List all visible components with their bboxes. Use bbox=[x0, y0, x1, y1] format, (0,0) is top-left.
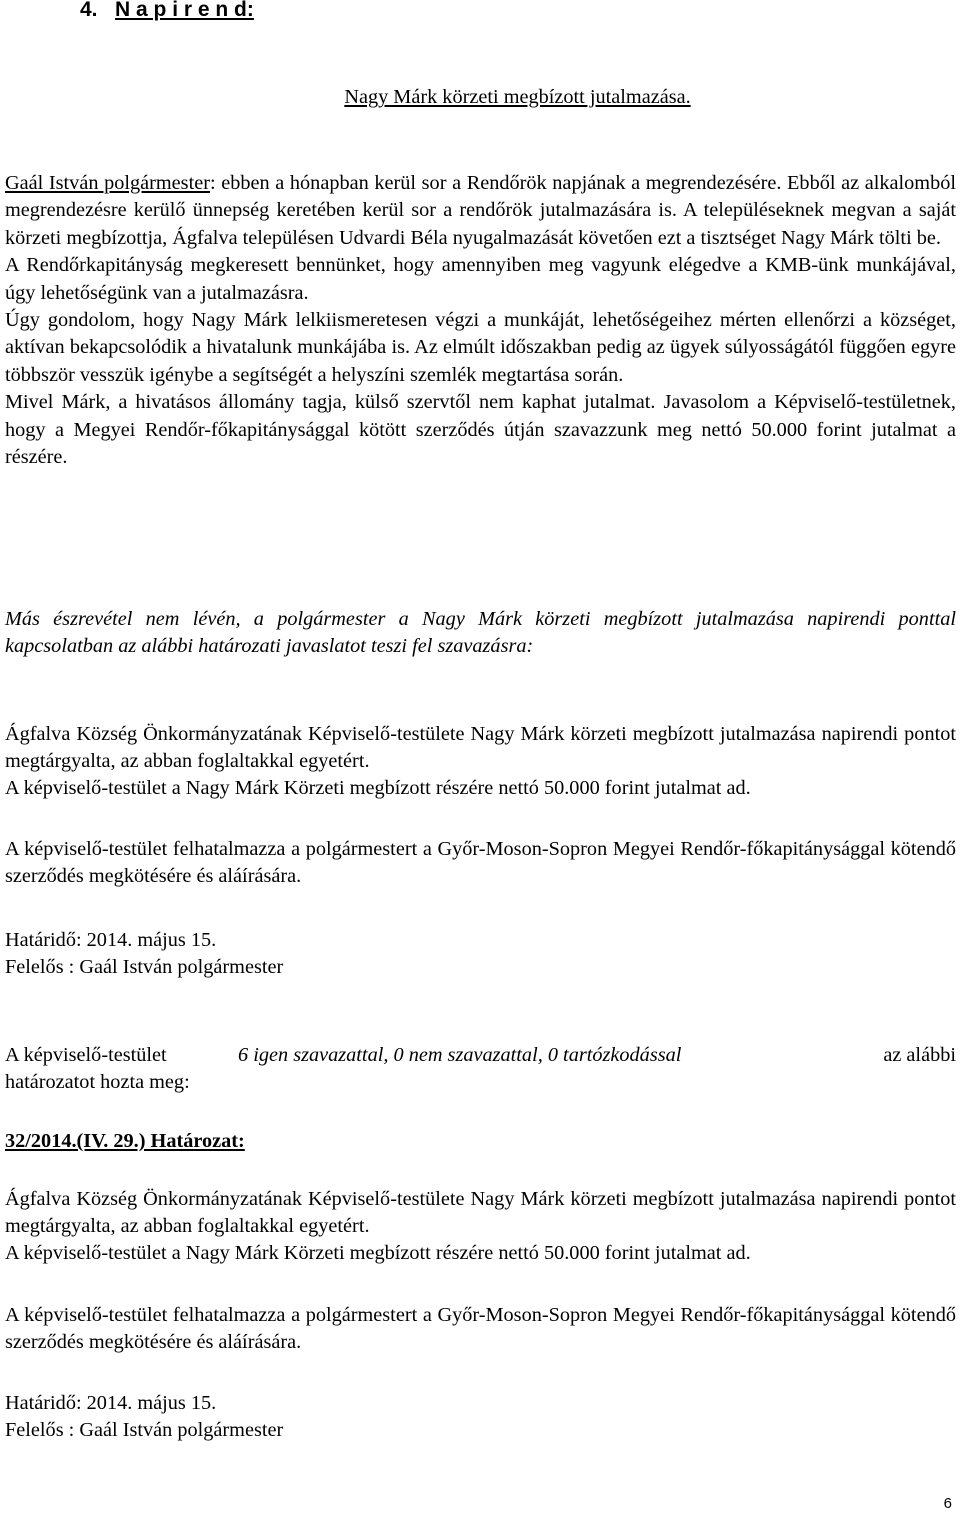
resolution-paragraph-3: A képviselő-testület felhatalmazza a polgármestert a Győr-Moson-Sopron Megyei Rendőr-főkapitánysággal kötendő szerződés megkötésére és aláírására. bbox=[5, 1304, 956, 1354]
resolution-title: 32/2014.(IV. 29.) Határozat: bbox=[5, 1130, 245, 1152]
discussion-paragraph-1: Gaál István polgármester: ebben a hónapban kerül sor a Rendőrök napjának a megrendezésére. Ebből az alkalomból megrendezésre kerülő ünnepség keretében kerül sor a rendőrök jutalmazására is. A településeknek megvan a saját körzeti megbízottja, Ágfalva településen Udvardi Béla nyugalmazását követően ezt a tisztséget Nagy Márk tölti be. bbox=[5, 172, 956, 249]
section-number: 4. bbox=[80, 0, 98, 21]
resolution-deadline: Határidő: 2014. május 15. bbox=[5, 1392, 217, 1414]
proposal-deadline: Határidő: 2014. május 15. bbox=[5, 929, 217, 951]
resolution-paragraph-1: Ágfalva Község Önkormányzatának Képviselő-testülete Nagy Márk körzeti megbízott jutalmazása napirendi pontot megtárgyalta, az abban foglaltakkal egyetért. bbox=[5, 1188, 956, 1238]
discussion-paragraph-3: Úgy gondolom, hogy Nagy Márk lelkiismeretesen végzi a munkáját, lehetőségeihez mérten ellenőrzi a községet, aktívan bekapcsolódik a hivatalunk munkájába is. Az elmúlt időszakban pedig az ügyek súlyosságától függően egyre többször vesszük igénybe a segítségét a helyszíni szemlék megtartása során. bbox=[5, 309, 956, 386]
discussion-block bbox=[5, 170, 956, 471]
proposal-responsible: Felelős : Gaál István polgármester bbox=[5, 956, 284, 978]
vote-suffix: az alábbi bbox=[883, 1044, 956, 1066]
section-title: N a p i r e n d: bbox=[115, 0, 254, 21]
vote-line-2: határozatot hozta meg: bbox=[5, 1071, 190, 1093]
page-number: 6 bbox=[943, 1495, 952, 1512]
resolution-responsible: Felelős : Gaál István polgármester bbox=[5, 1419, 284, 1441]
resolution-paragraph-2: A képviselő-testület a Nagy Márk Körzeti megbízott részére nettó 50.000 forint jutalmat ad. bbox=[5, 1242, 751, 1264]
discussion-paragraph-4: Mivel Márk, a hivatásos állomány tagja, külső szervtől nem kaphat jutalmat. Javasolom a Képviselő-testületnek, hogy a Megyei Rendőr-főkapitánysággal kötött szerződés útján szavazzunk meg nettó 50.000 forint jutalmat a részére. bbox=[5, 391, 956, 469]
speaker-name: Gaál István polgármester bbox=[5, 172, 210, 194]
vote-result bbox=[5, 1042, 956, 1069]
vote-counts: 6 igen szavazattal, 0 nem szavazattal, 0 tartózkodással bbox=[238, 1044, 682, 1066]
proposal-paragraph-1: Ágfalva Község Önkormányzatának Képviselő-testülete Nagy Márk körzeti megbízott jutalmazása napirendi pontot megtárgyalta, az abban foglaltakkal egyetért. bbox=[5, 723, 956, 773]
proposal-paragraph-2: A képviselő-testület a Nagy Márk Körzeti megbízott részére nettó 50.000 forint jutalmat ad. bbox=[5, 777, 751, 799]
agenda-heading bbox=[80, 0, 254, 22]
proposal-paragraph-3: A képviselő-testület felhatalmazza a polgármestert a Győr-Moson-Sopron Megyei Rendőr-főkapitánysággal kötendő szerződés megkötésére és aláírására. bbox=[5, 838, 956, 888]
discussion-paragraph-2: A Rendőrkapitányság megkeresett bennünket, hogy amennyiben meg vagyunk elégedve a KMB-ünk munkájával, úgy lehetőségünk van a jutalmazásra. bbox=[5, 254, 956, 304]
vote-prefix: A képviselő-testület bbox=[5, 1044, 167, 1066]
agenda-topic: Nagy Márk körzeti megbízott jutalmazása. bbox=[344, 86, 691, 108]
proposal-intro: Más észrevétel nem lévén, a polgármester a Nagy Márk körzeti megbízott jutalmazása napirendi ponttal kapcsolatban az alábbi határozati javaslatot teszi fel szavazásra: bbox=[5, 608, 956, 658]
